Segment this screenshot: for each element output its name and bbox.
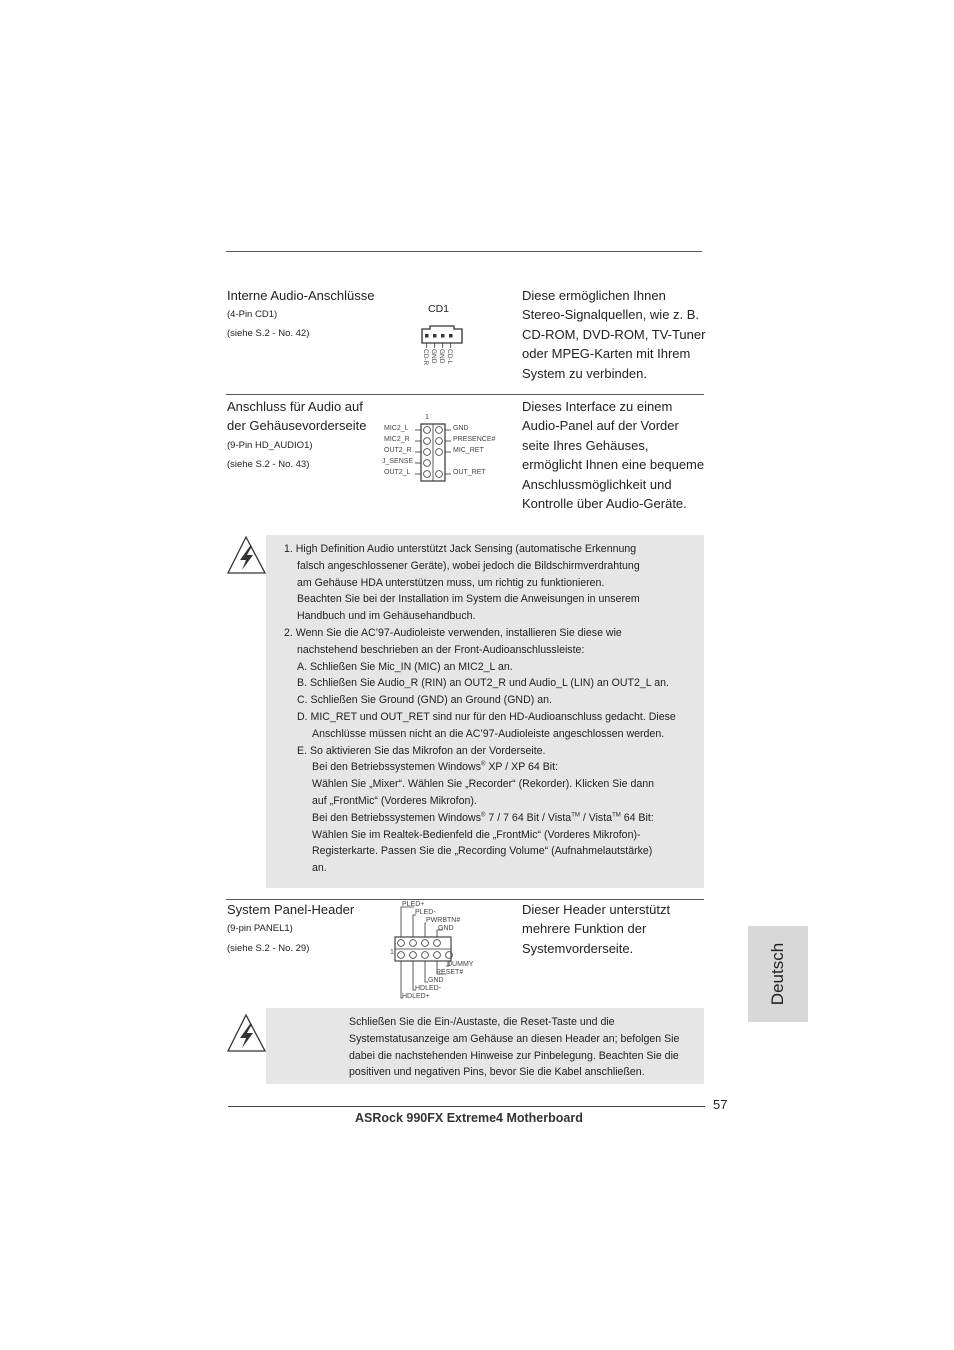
cd1-pin-label: CD-L: [446, 349, 453, 365]
hd-audio-right-label: OUT_RET: [453, 469, 486, 476]
hd-audio-description: Dieses Interface zu einem Audio-Panel auf der Vorder seite Ihres Gehäuses, ermöglicht Ihnen eine bequeme Anschlussmöglichkeit und Kontrolle über Audio-Geräte.: [522, 399, 705, 512]
hd-audio-reference: (siehe S.2 - No. 43): [227, 459, 310, 470]
warning-icon: [226, 534, 268, 576]
panel-description: Dieser Header unterstützt mehrere Funktion der Systemvorderseite.: [522, 902, 671, 956]
note-text-audio: 1. High Definition Audio unterstützt Jack Sensing (automatische Erkennung falsch angeschlossener Geräte), wobei jedoch die Bildschirmverdrahtung am Gehäuse HDA unterstützen muss, um richtig zu funktionieren. Beachten Sie bei der Installation im System die Anweisungen in unserem Handbuch und im Gehäusehandbuch. 2. Wenn Sie die AC’97-Audioleiste verwenden, installieren Sie diese wie nachstehend beschrieben an der Front-Audioanschlussleiste: A. Schließen Sie Mic_IN (MIC) an MIC2_L an. B. Schließen Sie Audio_R (RIN) an OUT2_R und Audio_L (LIN) an OUT2_L an. C. Schließen Sie Ground (GND) an Ground (GND) an. D. MIC_RET und OUT_RET sind nur für den HD-Audioanschluss gedacht. Diese Anschlüsse müssen nicht an die AC’97-Audioleiste angeschlossen werden. E. So aktivieren Sie das Mikrofon an der Vorderseite. Bei den Betriebssystemen Windows® XP / XP 64 Bit: Wählen Sie „Mixer“. Wählen Sie „Recorder“ (Rekorder). Klicken Sie dann auf „FrontMic“ (Vorderes Mikrofon). Bei den Betriebssystemen Windows® 7 / 7 64 Bit / Vista™ / Vista™ 64 Bit: Wählen Sie im Realtek-Bedienfeld die „FrontMic“ (Vorderes Mikrofon)- Registerkarte. Passen Sie die „Recording Volume“ (Aufnahmelautstärke) an.: [284, 543, 676, 875]
panel-top-label: PLED-: [415, 909, 436, 916]
footer-text: ASRock 990FX Extreme4 Motherboard: [355, 1111, 583, 1125]
hd-audio-right-label: GND: [453, 425, 469, 432]
section-divider: [226, 394, 704, 395]
hd-audio-header-diagram: [380, 412, 505, 484]
hd-audio-left-label: MIC2_R: [384, 436, 410, 443]
note-text-panel: Schließen Sie die Ein-/Austaste, die Reset-Taste und die Systemstatusanzeige am Gehäuse an diesen Header an; befolgen Sie dabei die nachstehenden Hinweise zur Pinbelegung. Beachten Sie die positiven und negativen Pins, bevor Sie die Kabel anschließen.: [349, 1016, 680, 1079]
panel-bottom-label: HDLED+: [402, 993, 430, 1000]
panel-top-label: GND: [438, 925, 454, 932]
hd-audio-pin-info: (9-Pin HD_AUDIO1): [227, 440, 313, 451]
cd1-reference: (siehe S.2 - No. 42): [227, 328, 310, 339]
cd1-pin-label: GND: [430, 349, 437, 364]
footer-divider: [228, 1106, 705, 1107]
cd1-title: Interne Audio-Anschlüsse: [227, 288, 375, 303]
cd1-pin-info: (4-Pin CD1): [227, 309, 278, 320]
panel-title: System Panel-Header: [227, 902, 355, 917]
hd-audio-title: Anschluss für Audio auf der Gehäusevorderseite: [227, 399, 367, 433]
panel-pin1-marker: 1: [390, 949, 394, 956]
panel-bottom-label: RESET#: [436, 969, 464, 976]
hd-audio-left-label: OUT2_L: [384, 469, 411, 476]
cd1-pin-label: GND: [438, 349, 445, 364]
cd1-connector-diagram: [410, 300, 470, 372]
top-divider: [226, 251, 702, 252]
panel-top-label: PWRBTN#: [426, 917, 461, 924]
warning-icon: [226, 1012, 268, 1054]
hd-audio-left-label: OUT2_R: [384, 447, 412, 454]
cd1-description: Diese ermöglichen Ihnen Stereo-Signalquellen, wie z. B. CD-ROM, DVD-ROM, TV-Tuner oder MPEG-Karten mit Ihrem System zu verbinden.: [522, 288, 706, 381]
hd-audio-right-label: PRESENCE#: [453, 436, 496, 443]
cd1-pin-label: CD-R: [422, 349, 429, 366]
panel-bottom-label: DUMMY: [447, 961, 474, 968]
hd-audio-left-label: J_SENSE: [382, 458, 414, 465]
cd1-connector-label: CD1: [428, 303, 450, 315]
page-number: 57: [713, 1097, 728, 1112]
panel-pin-info: (9-pin PANEL1): [227, 923, 293, 934]
panel-reference: (siehe S.2 - No. 29): [227, 943, 310, 954]
hd-audio-pin1-marker: 1: [425, 414, 429, 421]
hd-audio-left-label: MIC2_L: [384, 425, 409, 432]
language-tab: [748, 926, 808, 1022]
hd-audio-right-label: MIC_RET: [453, 447, 484, 454]
panel-top-label: PLED+: [402, 901, 425, 908]
panel-header-diagram: [388, 900, 488, 1002]
panel-bottom-label: HDLED-: [415, 985, 442, 992]
panel-bottom-label: GND: [428, 977, 444, 984]
language-tab-label: Deutsch: [768, 942, 787, 1006]
